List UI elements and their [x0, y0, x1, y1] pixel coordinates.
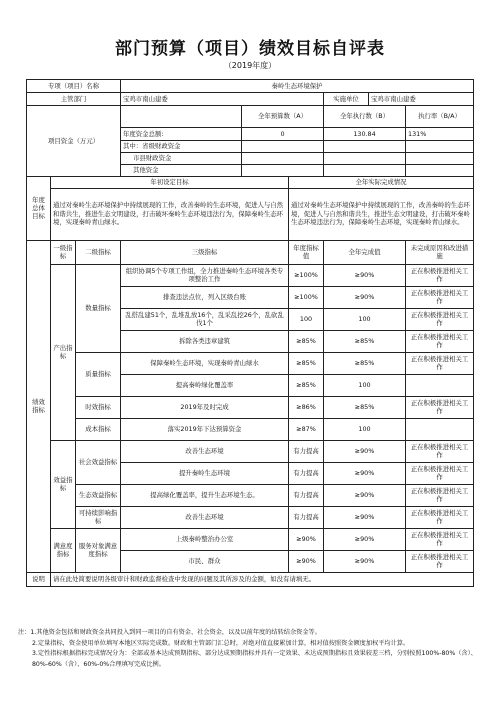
- target-header: 年度指标值: [289, 240, 324, 264]
- level3-cell: 组织协调5个专项工作组，全力推进秦岭生态环境各类专项整治工作: [121, 264, 289, 286]
- level3-cell: 上级秦岭整治办公室: [121, 528, 289, 550]
- target-cell: 有力提高: [289, 506, 324, 528]
- page-subtitle-year: （2019年度）: [223, 61, 277, 70]
- actual-cell: ≥90%: [324, 550, 406, 572]
- reason-header: 未完成原因和改进措施: [406, 240, 474, 264]
- target-cell: 有力提高: [289, 440, 324, 462]
- reason-cell: 正在积极推进相关工作: [406, 396, 474, 418]
- benefit-indicators-label: 效益指标: [51, 440, 76, 528]
- budget-value: 0: [242, 128, 324, 141]
- level3-cell: 市民、群众: [121, 550, 289, 572]
- project-name-label: 专项（项目）名称: [27, 80, 121, 93]
- timeliness-indicator: 时效指标: [76, 396, 121, 418]
- exec-value: 130.84: [324, 128, 406, 141]
- evaluation-table: [26, 79, 474, 587]
- table-row: [27, 572, 474, 586]
- target-cell: ≥100%: [289, 264, 324, 286]
- actual-cell: ≥85%: [324, 352, 406, 374]
- dept-value: 宝鸡市南山建委: [121, 93, 324, 106]
- annual-goal-label: 年度总体目标: [27, 177, 51, 241]
- level3-cell: 改善生态环境: [121, 506, 289, 528]
- exec-header: 全年执行数（B）: [324, 106, 406, 128]
- table-row: [27, 177, 474, 189]
- actual-cell: 100: [324, 374, 406, 396]
- rate-value: 131%: [406, 128, 474, 141]
- table-row: [27, 80, 474, 93]
- level3-cell: 提高绿化覆盖率，提升生态环境生态。: [121, 484, 289, 506]
- actual-cell: ≥90%: [324, 528, 406, 550]
- actual-cell: ≥85%: [324, 330, 406, 352]
- actual-goal-text: 通过对秦岭生态环境保护中持续展现的工作，改善秦岭的生态环境，促进人与自然和谐共生，推进生态文明建设，打击破坏秦岭生态环境违法行为，保障秦岭生态环境，实现秦岭青山绿水。: [289, 188, 474, 240]
- actual-cell: ≥90%: [324, 264, 406, 286]
- rate-header: 执行率（B/A）: [406, 106, 474, 128]
- table-row: [27, 352, 474, 374]
- table-row: [27, 418, 474, 440]
- level1-header: 一级指标: [51, 240, 76, 264]
- table-row: [27, 264, 474, 286]
- level3-cell: 乱搭乱建51个，乱堆乱放16个，乱采乱挖26个，乱砍乱伐1个: [121, 308, 289, 330]
- note-text: 请在此处简要说明各级审计和财政监督检查中发现的问题及其所涉及的金额，如没有请填无。: [51, 572, 474, 586]
- other-funds-label: 其他资金: [121, 165, 242, 177]
- level3-cell: 改善生态环境: [121, 440, 289, 462]
- table-row: [27, 188, 474, 240]
- note-label: 说明: [27, 572, 51, 586]
- actual-cell: ≥90%: [324, 484, 406, 506]
- target-cell: ≥90%: [289, 550, 324, 572]
- actual-cell: ≥90%: [324, 462, 406, 484]
- table-row: [27, 440, 474, 462]
- footnotes: [18, 628, 484, 670]
- reason-cell: [406, 418, 474, 440]
- target-cell: ≥87%: [289, 418, 324, 440]
- reason-cell: 正在积极推进相关工作: [406, 528, 474, 550]
- actual-cell: 100: [324, 308, 406, 330]
- plan-goal-header: 年初设定目标: [51, 177, 289, 189]
- city-funds-label: 市县财政资金: [121, 153, 242, 165]
- reason-cell: 正在积极推进相关工作: [406, 308, 474, 330]
- target-cell: 100: [289, 308, 324, 330]
- target-cell: ≥85%: [289, 330, 324, 352]
- quality-indicator: 质量指标: [76, 352, 121, 396]
- reason-cell: 正在积极推进相关工作: [406, 286, 474, 308]
- actual-cell: 100: [324, 418, 406, 440]
- table-row: [27, 528, 474, 550]
- actual-cell: ≥90%: [324, 286, 406, 308]
- level3-cell: 保障秦岭生态环境，实现秦岭青山绿水: [121, 352, 289, 374]
- target-cell: ≥86%: [289, 396, 324, 418]
- footnote-1: 注：1.其他资金包括和财政资金共同投入到同一项目的自有资金、社会资金，以及以前年度的结转结余资金等。: [18, 629, 321, 636]
- level3-header: 三级指标: [121, 240, 289, 264]
- satisfaction-indicators-label: 满意度指标: [51, 528, 76, 572]
- total-funds-label: 年度资金总额:: [121, 128, 242, 141]
- level3-cell: 提高秦岭绿化覆盖率: [121, 374, 289, 396]
- perf-indicators-label: 绩效指标: [27, 240, 51, 572]
- impl-label: 实施单位: [324, 93, 369, 106]
- reason-cell: 正在积极推进相关工作: [406, 352, 474, 374]
- service-satisfaction-indicator: 服务对象满意度指标: [76, 528, 121, 572]
- reason-cell: 正在积极推进相关工作: [406, 484, 474, 506]
- impl-value: 宝鸡市南山建委: [369, 93, 474, 106]
- social-benefit-indicator: 社会效益指标: [76, 440, 121, 484]
- target-cell: ≥90%: [289, 528, 324, 550]
- dept-label: 主管部门: [27, 93, 121, 106]
- table-row: [27, 506, 474, 528]
- level3-cell: 落实2019年下达预算资金: [121, 418, 289, 440]
- target-cell: ≥100%: [289, 286, 324, 308]
- actual-cell: ≥90%: [324, 506, 406, 528]
- budget-header: 全年预算数（A）: [242, 106, 324, 128]
- level3-cell: 排查违法点位，列入区级台账: [121, 286, 289, 308]
- level2-header: 二级指标: [76, 240, 121, 264]
- level3-cell: 2019年及时完成: [121, 396, 289, 418]
- footnote-3: 3.定性指标根据指标完成情况分为：全部或基本达成预期指标、部分达成预期指标并具有一定效果、未达成预期指标且效果较差三档，分别按照100%-80%（含）、80%-60%（含）、60%-0%合理填写完成比例。: [32, 650, 477, 668]
- table-row: [27, 484, 474, 506]
- target-cell: ≥85%: [289, 352, 324, 374]
- reason-cell: 正在积极推进相关工作: [406, 506, 474, 528]
- actual-header: 全年完成值: [324, 240, 406, 264]
- reason-cell: 正在积极推进相关工作: [406, 440, 474, 462]
- funds-label: 项目资金（万元）: [27, 106, 121, 177]
- eco-benefit-indicator: 生态效益指标: [76, 484, 121, 506]
- project-name-value: 秦岭生态环境保护: [121, 80, 474, 93]
- output-indicators-label: 产出指标: [51, 264, 76, 440]
- reason-cell: [406, 374, 474, 396]
- reason-cell: 正在积极推进相关工作: [406, 462, 474, 484]
- reason-cell: 正在积极推进相关工作: [406, 550, 474, 572]
- target-cell: ≥85%: [289, 374, 324, 396]
- table-row: [27, 93, 474, 106]
- footnote-2: 2.定量指标，资金使用单位填写本地区实际完成数。财政和主管部门汇总时，对绝对值直接累加计算，相对值按照资金额度加权平均计算。: [32, 639, 410, 647]
- cost-indicator: 成本指标: [76, 418, 121, 440]
- reason-cell: 正在积极推进相关工作: [406, 330, 474, 352]
- actual-goal-header: 全年实际完成情况: [289, 177, 474, 189]
- level3-cell: 提升秦岭生态环境: [121, 462, 289, 484]
- target-cell: 有力提高: [289, 484, 324, 506]
- target-cell: 有力提高: [289, 462, 324, 484]
- actual-cell: ≥85%: [324, 396, 406, 418]
- table-row: [27, 240, 474, 264]
- reason-cell: 正在积极推进相关工作: [406, 264, 474, 286]
- actual-cell: ≥90%: [324, 440, 406, 462]
- level3-cell: 拆除各类违章建筑: [121, 330, 289, 352]
- sustainability-indicator: 可持续影响指标: [76, 506, 121, 528]
- plan-goal-text: 通过对秦岭生态环境保护中持续展现的工作，改善秦岭的生态环境，促进人与自然和谐共生，推进生态文明建设，打击破坏秦岭生态环境违法行为，保障秦岭生态环境，实现秦岭青山绿水。: [51, 188, 289, 240]
- quantity-indicator: 数量指标: [76, 264, 121, 352]
- page-title: 部门预算（项目）绩效目标自评表: [115, 39, 385, 59]
- table-row: [27, 396, 474, 418]
- provincial-funds-label: 其中：省级财政资金: [121, 141, 242, 153]
- table-row: [27, 106, 474, 128]
